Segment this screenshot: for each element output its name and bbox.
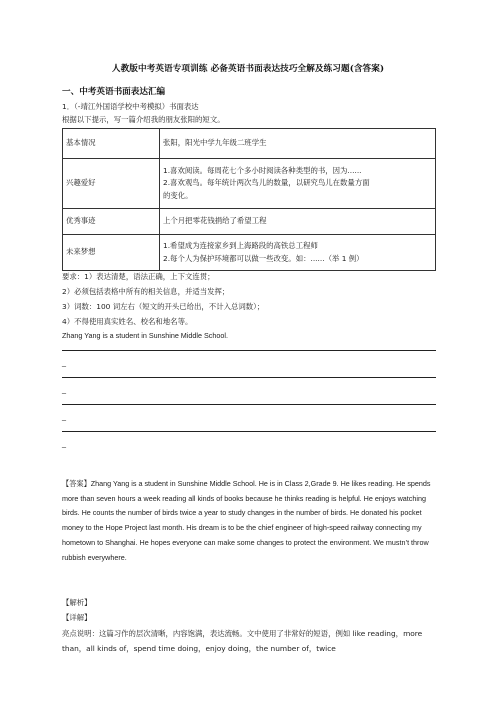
question-header (62, 101, 199, 112)
row-content (160, 235, 436, 271)
answer-blank-line (62, 350, 436, 351)
blank-tail: _ (62, 439, 66, 448)
blank-tail: _ (62, 358, 66, 367)
row-line: 上个月把零花钱捐给了希望工程 (163, 216, 267, 226)
requirement-line: 3）词数：100 词左右（短文的开头已给出，不计入总词数）； (62, 302, 265, 311)
row-line: 2.喜欢观鸟。每年统计两次鸟儿的数量，以研究鸟儿在数量方面 (163, 178, 370, 188)
row-label: 基本情况 (63, 129, 160, 159)
requirement-line: 4）不得使用真实姓名、校名和地名等。 (62, 317, 193, 326)
row-line: 1.喜欢阅读。每周花七个多小时阅读各种类型的书，因为...... (163, 165, 362, 175)
requirement-line: 2）必须包括表格中所有的相关信息，并适当发挥； (62, 287, 230, 296)
table-row (63, 235, 436, 271)
row-content (160, 209, 436, 235)
answer-blank-line (62, 431, 436, 432)
table-row (63, 209, 436, 235)
answer-tag: 【答案】 (62, 479, 91, 488)
row-content (160, 159, 436, 209)
answer-block (62, 477, 438, 565)
table-row (63, 129, 436, 159)
info-table (62, 128, 436, 271)
document-title: 人教版中考英语专项训练 必备英语书面表达技巧全解及练习题(含答案) (111, 64, 385, 74)
given-start-sentence: Zhang Yang is a student in Sunshine Middle School. (62, 331, 228, 340)
analysis-label: 【解析】 (62, 598, 92, 607)
question-number: 1． (62, 102, 75, 111)
answer-blank-line (62, 404, 436, 405)
table-row (63, 159, 436, 209)
section-heading: 一、中考英语书面表达汇编 (62, 87, 166, 97)
question-prompt: 根据以下提示，写一篇介绍我的朋友张阳的短文。 (62, 115, 225, 124)
answer-blank-line (62, 377, 436, 378)
blank-tail: _ (62, 385, 66, 394)
blank-tail: _ (62, 412, 66, 421)
row-label: 兴趣爱好 (63, 159, 160, 209)
detail-label: 【详解】 (62, 613, 92, 622)
row-label: 优秀事迹 (63, 209, 160, 235)
requirement-line: 要求：1）表达清楚，语法正确，上下文连贯； (62, 272, 215, 281)
row-line: 1.希望成为连接家乡到上海路段的高铁总工程师 (163, 241, 318, 250)
row-line: 的变化。 (163, 190, 193, 200)
row-label: 未来梦想 (63, 235, 160, 271)
row-line: 2.每个人为保护环境都可以做一些改变。如：......（举 1 例） (163, 253, 364, 263)
row-line: 张阳，阳光中学九年级二班学生 (163, 138, 267, 148)
question-source: （-靖江外国语学校中考模拟）书面表达 (74, 102, 199, 111)
explanation-text: 亮点说明：这篇习作的层次清晰，内容饱满，表达流畅。文中使用了非常好的短语，例如 like reading，more than，all kinds of，spend time doing，enjoy doing，the number of，twice (62, 629, 423, 653)
answer-text: Zhang Yang is a student in Sunshine Middle School. He is in Class 2,Grade 9. He likes reading. He spends more than seven hours a week reading all kinds of books because he thinks reading is helpful. He enjoys watching birds. He counts the number of birds twice a year to study changes in the number of birds. He donated his pocket money to the Hope Project last month. His dream is to be the chief engineer of high-speed railway connecting my hometown to Shanghai. He hopes everyone can make some changes to protect the environment. We mustn’t throw rubbish everywhere. (62, 479, 431, 562)
row-content (160, 129, 436, 159)
